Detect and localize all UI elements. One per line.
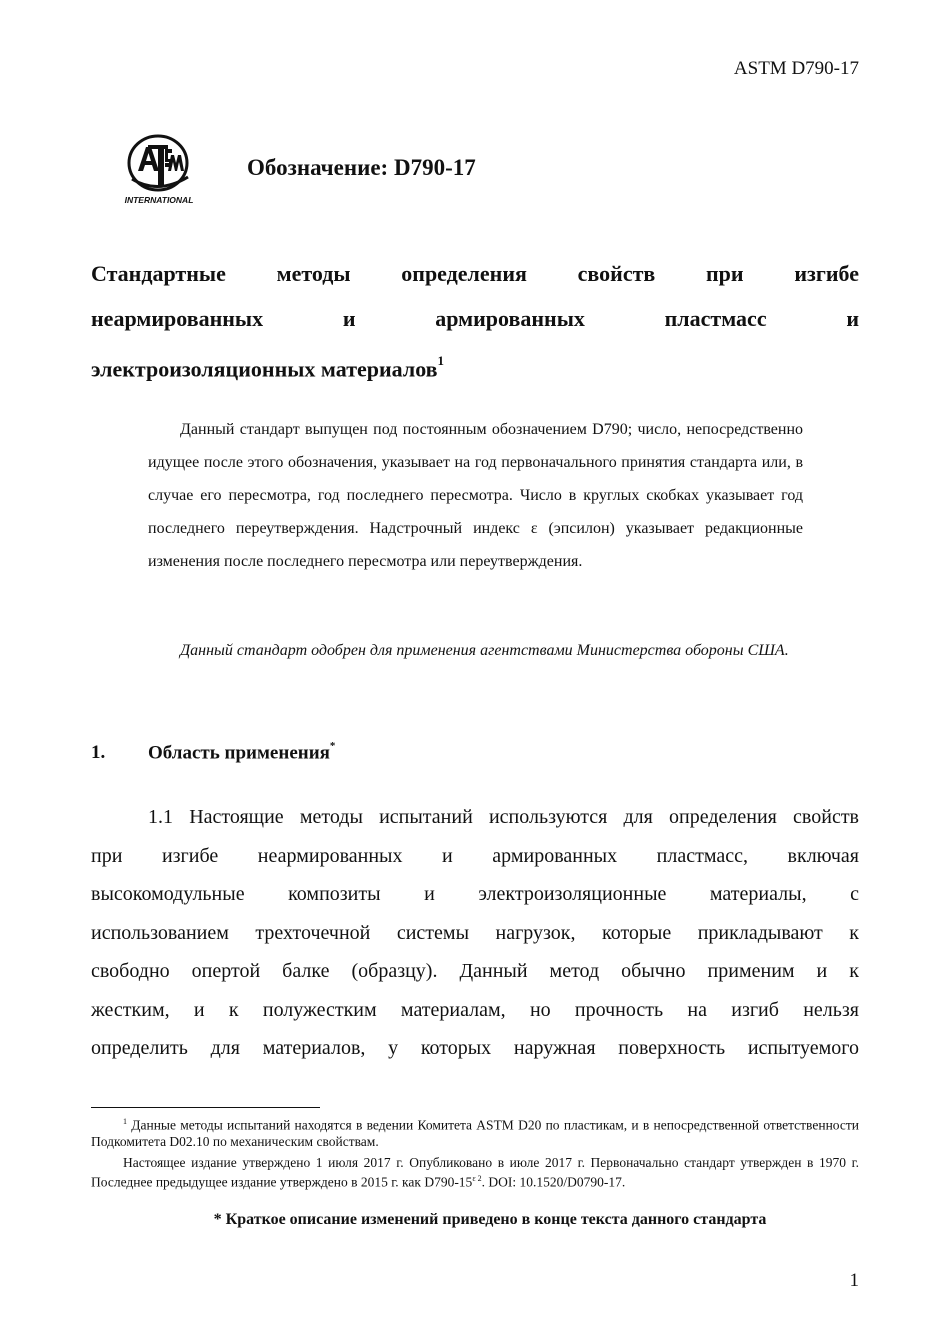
footnote-separator: [91, 1107, 320, 1108]
preface-paragraph-2-text: Данный стандарт одобрен для применения агентствами Министерства обороны США.: [180, 642, 789, 659]
summary-note: [0, 1211, 950, 1229]
footnote-2-doi: . DOI: 10.1520/D0790-17.: [481, 1174, 626, 1190]
body-line-4: использованием трехточечной системы нагрузок, которые прикладывают к: [91, 921, 859, 944]
title-line-3: [91, 346, 859, 391]
logo-text: INTERNATIONAL: [124, 195, 194, 205]
preface-paragraph-2: [148, 634, 803, 667]
footnote-2-superscript: ε 2: [472, 1174, 482, 1183]
title-footnote-ref: 1: [437, 353, 445, 368]
title-line-3-text: электроизоляционных материалов: [91, 356, 438, 382]
footnote-1-text: Данные методы испытаний находятся в ведении Комитета ASTM D20 по пластикам, и в непосредственной ответственности Подкомитета D02.10 по механическим свойствам.: [91, 1117, 859, 1149]
section-1-heading: [91, 742, 335, 764]
footnote-2: [91, 1155, 859, 1192]
body-line-3: высокомодульные композиты и электроизоляционные материалы, с: [91, 883, 859, 905]
section-1-title: Область применения: [148, 742, 330, 764]
section-1-asterisk: *: [329, 740, 336, 752]
footnotes: [91, 1114, 859, 1191]
body-line-7: определить для материалов, у которых наружная поверхность испытуемого: [91, 1037, 859, 1059]
section-1-number: 1.: [91, 742, 106, 764]
body-line-6: жестким, и к полужестким материалам, но прочность на изгиб нельзя: [91, 998, 859, 1021]
body-line-1-text: 1.1 Настоящие методы испытаний используются для определения свойств: [148, 806, 859, 828]
page-number: 1: [849, 1270, 859, 1291]
document-title: [91, 256, 859, 391]
designation-heading: Обозначение: D790-17: [247, 155, 476, 180]
astm-international-logo: [118, 133, 200, 205]
preface-paragraph-1-text: Данный стандарт выпущен под постоянным обозначением D790; число, непосредственно идущее после этого обозначения, указывает на год первоначального принятия стандарта или, в случае его пересмотра, год последнего пересмотра. Число в круглых скобках указывает год последнего переутверждения. Надстрочный индекс ε (эпсилон) указывает редакционные изменения после последнего пересмотра или переутверждения.: [148, 421, 803, 570]
footnote-1: [91, 1114, 859, 1151]
preface-paragraph-1: [148, 413, 803, 578]
footnote-2-text: Настоящее издание утверждено 1 июля 2017 г. Опубликовано в июле 2017 г. Первоначально стандарт утвержден в 1970 г. Последнее предыдущее издание утверждено в 2015 г. как D790-15: [91, 1154, 859, 1190]
title-line-2: неармированных и армированных пластмасс и: [91, 306, 859, 331]
body-line-5: свободно опертой балке (образцу). Данный метод обычно применим и к: [91, 960, 859, 982]
summary-note-text: * Краткое описание изменений приведено в конце текста данного стандарта: [213, 1211, 767, 1228]
title-line-1: Стандартные методы определения свойств при изгибе: [91, 261, 859, 286]
footnote-1-number: 1: [123, 1117, 127, 1126]
header-standard-code: ASTM D790-17: [733, 58, 859, 79]
body-line-1: [91, 798, 859, 837]
section-1-body: [91, 798, 859, 1068]
body-line-2: при изгибе неармированных и армированных пластмасс, включая: [91, 844, 859, 867]
